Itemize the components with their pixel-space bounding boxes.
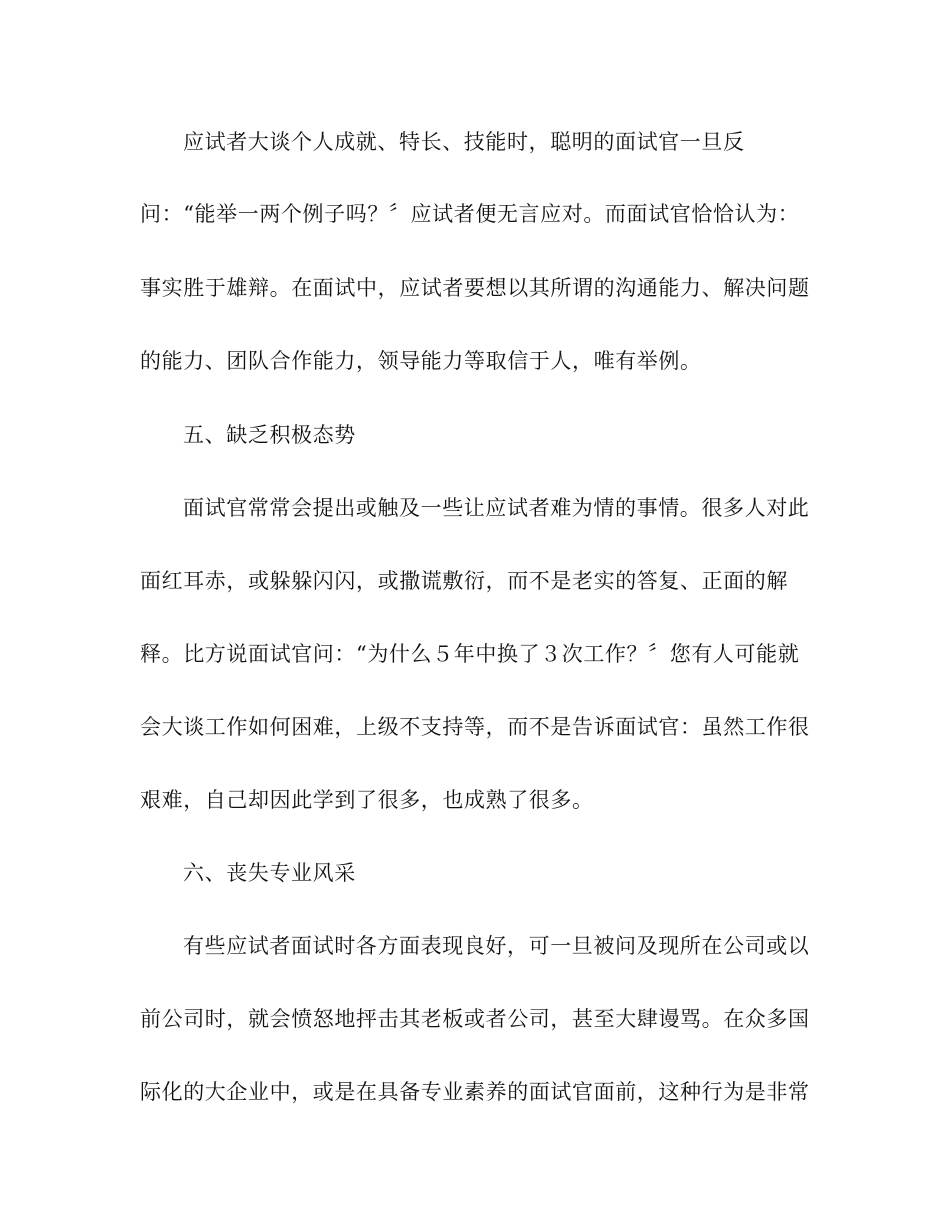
- paragraph-line: 有些应试者面试时各方面表现良好，可一旦被问及现所在公司或以: [183, 934, 810, 958]
- paragraph-line: 前公司时，就会愤怒地抨击其老板或者公司，甚至大肆谩骂。在众多国: [140, 1007, 810, 1031]
- paragraph-line: 际化的大企业中，或是在具备专业素养的面试官面前，这种行为是非常: [140, 1080, 810, 1104]
- section-heading: 五、缺乏积极态势: [183, 423, 356, 447]
- paragraph-line: 应试者大谈个人成就、特长、技能时，聪明的面试官一旦反: [183, 130, 745, 154]
- section-heading: 六、丧失专业风采: [183, 861, 356, 885]
- paragraph-line: 事实胜于雄辩。在面试中，应试者要想以其所谓的沟通能力、解决问题: [140, 276, 810, 300]
- paragraph-line: 释。比方说面试官问：“为什么５年中换了３次工作？〞您有人可能就: [140, 642, 800, 666]
- paragraph-line: 会大谈工作如何困难，上级不支持等，而不是告诉面试官：虽然工作很: [140, 715, 810, 739]
- paragraph-line: 问：“能举一两个例子吗？〞应试者便无言应对。而面试官恰恰认为：: [140, 202, 800, 226]
- paragraph-line: 艰难，自己却因此学到了很多，也成熟了很多。: [140, 788, 594, 812]
- paragraph-line: 面试官常常会提出或触及一些让应试者难为情的事情。很多人对此: [183, 496, 810, 520]
- paragraph-line: 面红耳赤，或躲躲闪闪，或撒谎敷衍，而不是老实的答复、正面的解: [140, 569, 788, 593]
- paragraph-line: 的能力、团队合作能力，领导能力等取信于人，唯有举例。: [140, 349, 702, 373]
